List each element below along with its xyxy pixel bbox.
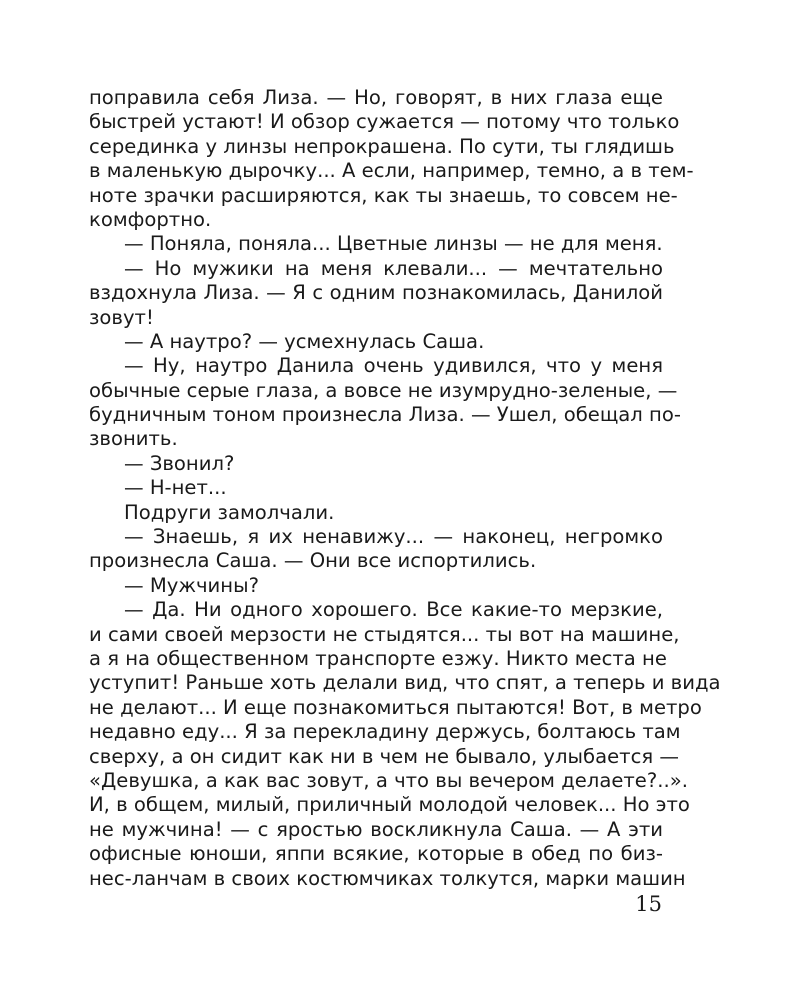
text-line: будничным тоном произнесла Лиза. — Ушел, обещал по-: [89, 403, 681, 427]
text-line: произнесла Саша. — Они все испортились.: [89, 549, 537, 573]
text-line: комфортно.: [89, 207, 212, 231]
text-line: — Да. Ни одного хорошего. Все какие-то мерзкие,: [124, 598, 663, 622]
text-line: звонить.: [89, 427, 178, 451]
text-line: — Звонил?: [124, 451, 235, 475]
text-line: — Знаешь, я их ненавижу... — наконец, негромко: [124, 525, 663, 549]
text-line: уступит! Раньше хоть делали вид, что спят, а теперь и вида: [89, 671, 721, 695]
text-line: быстрей устают! И обзор сужается — потому что только: [89, 110, 680, 134]
text-line: — Мужчины?: [124, 573, 259, 597]
text-line: — Н-нет...: [124, 476, 227, 500]
text-line: И, в общем, милый, приличный молодой человек... Но это: [89, 793, 690, 817]
text-line: поправила себя Лиза. — Но, говорят, в них глаза еще: [89, 86, 663, 109]
page-number: 15: [635, 892, 662, 916]
text-line: в маленькую дырочку... А если, например, темно, а в тем-: [89, 159, 694, 183]
text-line: нес-ланчам в своих костюмчиках толкутся, марки машин: [89, 866, 686, 890]
text-line: — Ну, наутро Данила очень удивился, что у меня: [124, 354, 663, 378]
text-line: — Поняла, поняла... Цветные линзы — не для меня.: [124, 232, 663, 256]
text-line: и сами своей мерзости не стыдятся... ты вот на машине,: [89, 622, 680, 646]
text-line: а я на общественном транспорте езжу. Никто места не: [89, 646, 667, 670]
text-line: серединка у линзы непрокрашена. По сути, ты глядишь: [89, 134, 675, 158]
text-line: офисные юноши, яппи всякие, которые в обед по биз-: [89, 842, 663, 866]
body-text: [89, 86, 721, 891]
text-line: ноте зрачки расширяются, как ты знаешь, то совсем не-: [89, 183, 678, 207]
text-line: вздохнула Лиза. — Я с одним познакомилась, Данилой: [89, 281, 663, 305]
text-line: «Девушка, а как вас зовут, а что вы вечером делаете?..».: [89, 768, 688, 792]
text-line: — А наутро? — усмехнулась Саша.: [124, 329, 485, 353]
text-line: зовут!: [89, 305, 154, 329]
text-line: сверху, а он сидит как ни в чем не бывало, улыбается —: [89, 744, 679, 768]
text-line: Подруги замолчали.: [124, 500, 335, 524]
text-line: недавно еду... Я за перекладину держусь, болтаюсь там: [89, 720, 681, 744]
text-line: не мужчина! — с яростью воскликнула Саша. — А эти: [89, 817, 663, 841]
text-line: не делают... И еще познакомиться пытаются! Вот, в метро: [89, 695, 702, 719]
text-line: обычные серые глаза, а вовсе не изумрудно-зеленые, —: [89, 378, 678, 402]
text-line: — Но мужики на меня клевали... — мечтательно: [124, 256, 663, 280]
